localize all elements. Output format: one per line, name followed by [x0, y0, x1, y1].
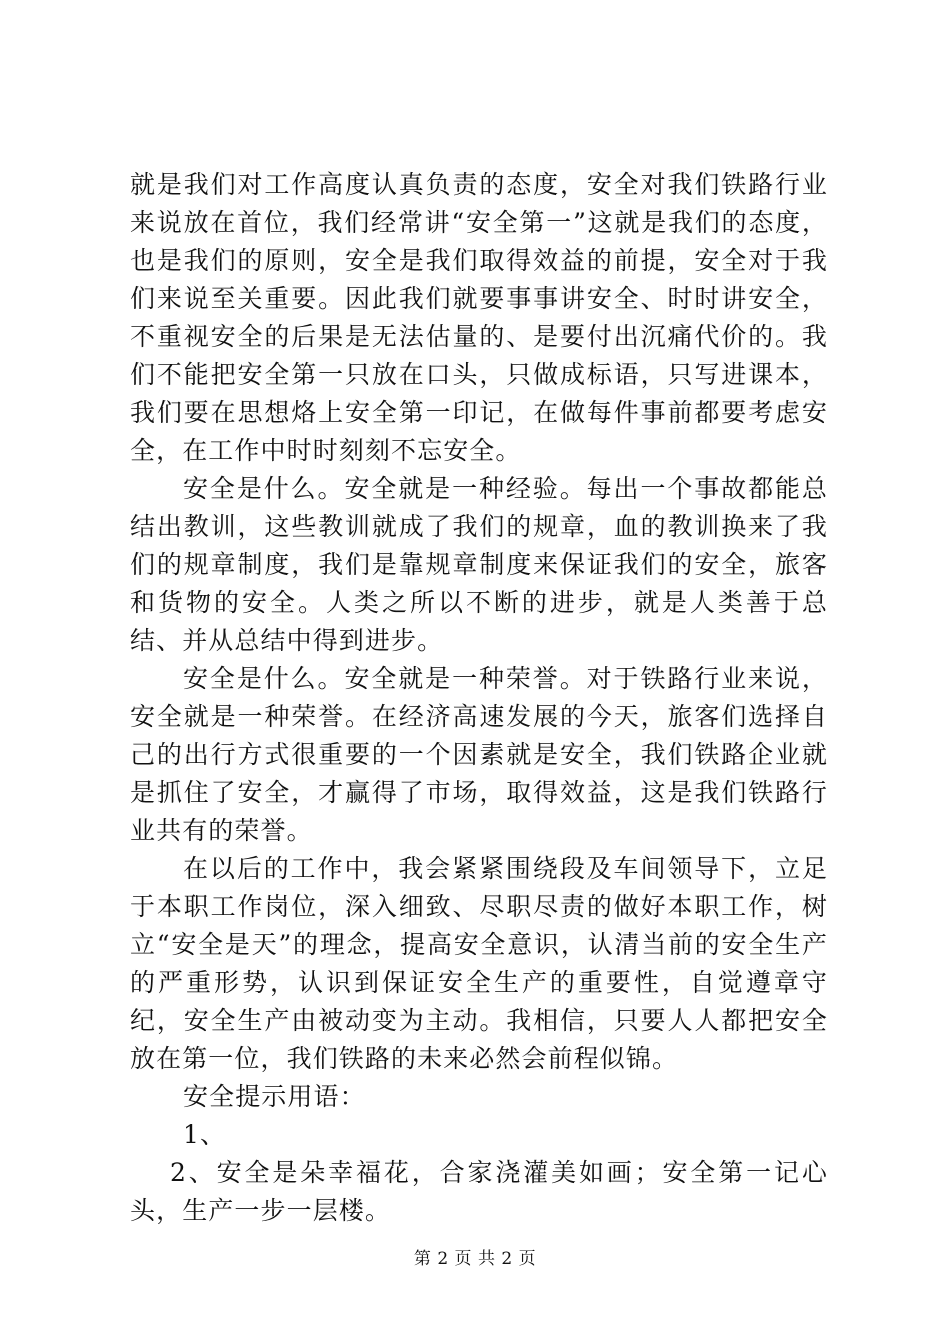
paragraph-safety-honor: 安全是什么。安全就是一种荣誉。对于铁路行业来说，安全就是一种荣誉。在经济高速发展的今天，旅客们选择自己的出行方式很重要的一个因素就是安全，我们铁路企业就是抓住了安全，才赢得了市场，取得效益，这是我们铁路行业共有的荣誉。 — [130, 664, 828, 845]
paragraph-safety-experience: 安全是什么。安全就是一种经验。每出一个事故都能总结出教训，这些教训就成了我们的规章，血的教训换来了我们的规章制度，我们是靠规章制度来保证我们的安全，旅客和货物的安全。人类之所以不断的进步，就是人类善于总结、并从总结中得到进步。 — [130, 474, 828, 655]
document-body — [130, 166, 828, 1230]
paragraph-safety-attitude: 就是我们对工作高度认真负责的态度，安全对我们铁路行业来说放在首位，我们经常讲“安全第一”这就是我们的态度，也是我们的原则，安全是我们取得效益的前提，安全对于我们来说至关重要。因此我们就要事事讲安全、时时讲安全，不重视安全的后果是无法估量的、是要付出沉痛代价的。我们不能把安全第一只放在口头，只做成标语，只写进课本，我们要在思想烙上安全第一印记，在做每件事前都要考虑安全，在工作中时时刻刻不忘安全。 — [130, 170, 828, 465]
paragraph-future-work: 在以后的工作中，我会紧紧围绕段及车间领导下，立足于本职工作岗位，深入细致、尽职尽责的做好本职工作，树立“安全是天”的理念，提高安全意识，认清当前的安全生产的严重形势，认识到保证安全生产的重要性，自觉遵章守纪，安全生产由被动变为主动。我相信，只要人人都把安全放在第一位，我们铁路的未来必然会前程似锦。 — [130, 854, 828, 1073]
paragraph-slogan-1: 1、 — [183, 1120, 227, 1149]
paragraph-slogan-2: 2、安全是朵幸福花，合家浇灌美如画；安全第一记心头，生产一步一层楼。 — [130, 1158, 828, 1225]
paragraph-slogan-heading: 安全提示用语： — [183, 1082, 366, 1111]
page-footer: 第 2 页 共 2 页 — [413, 1249, 537, 1269]
